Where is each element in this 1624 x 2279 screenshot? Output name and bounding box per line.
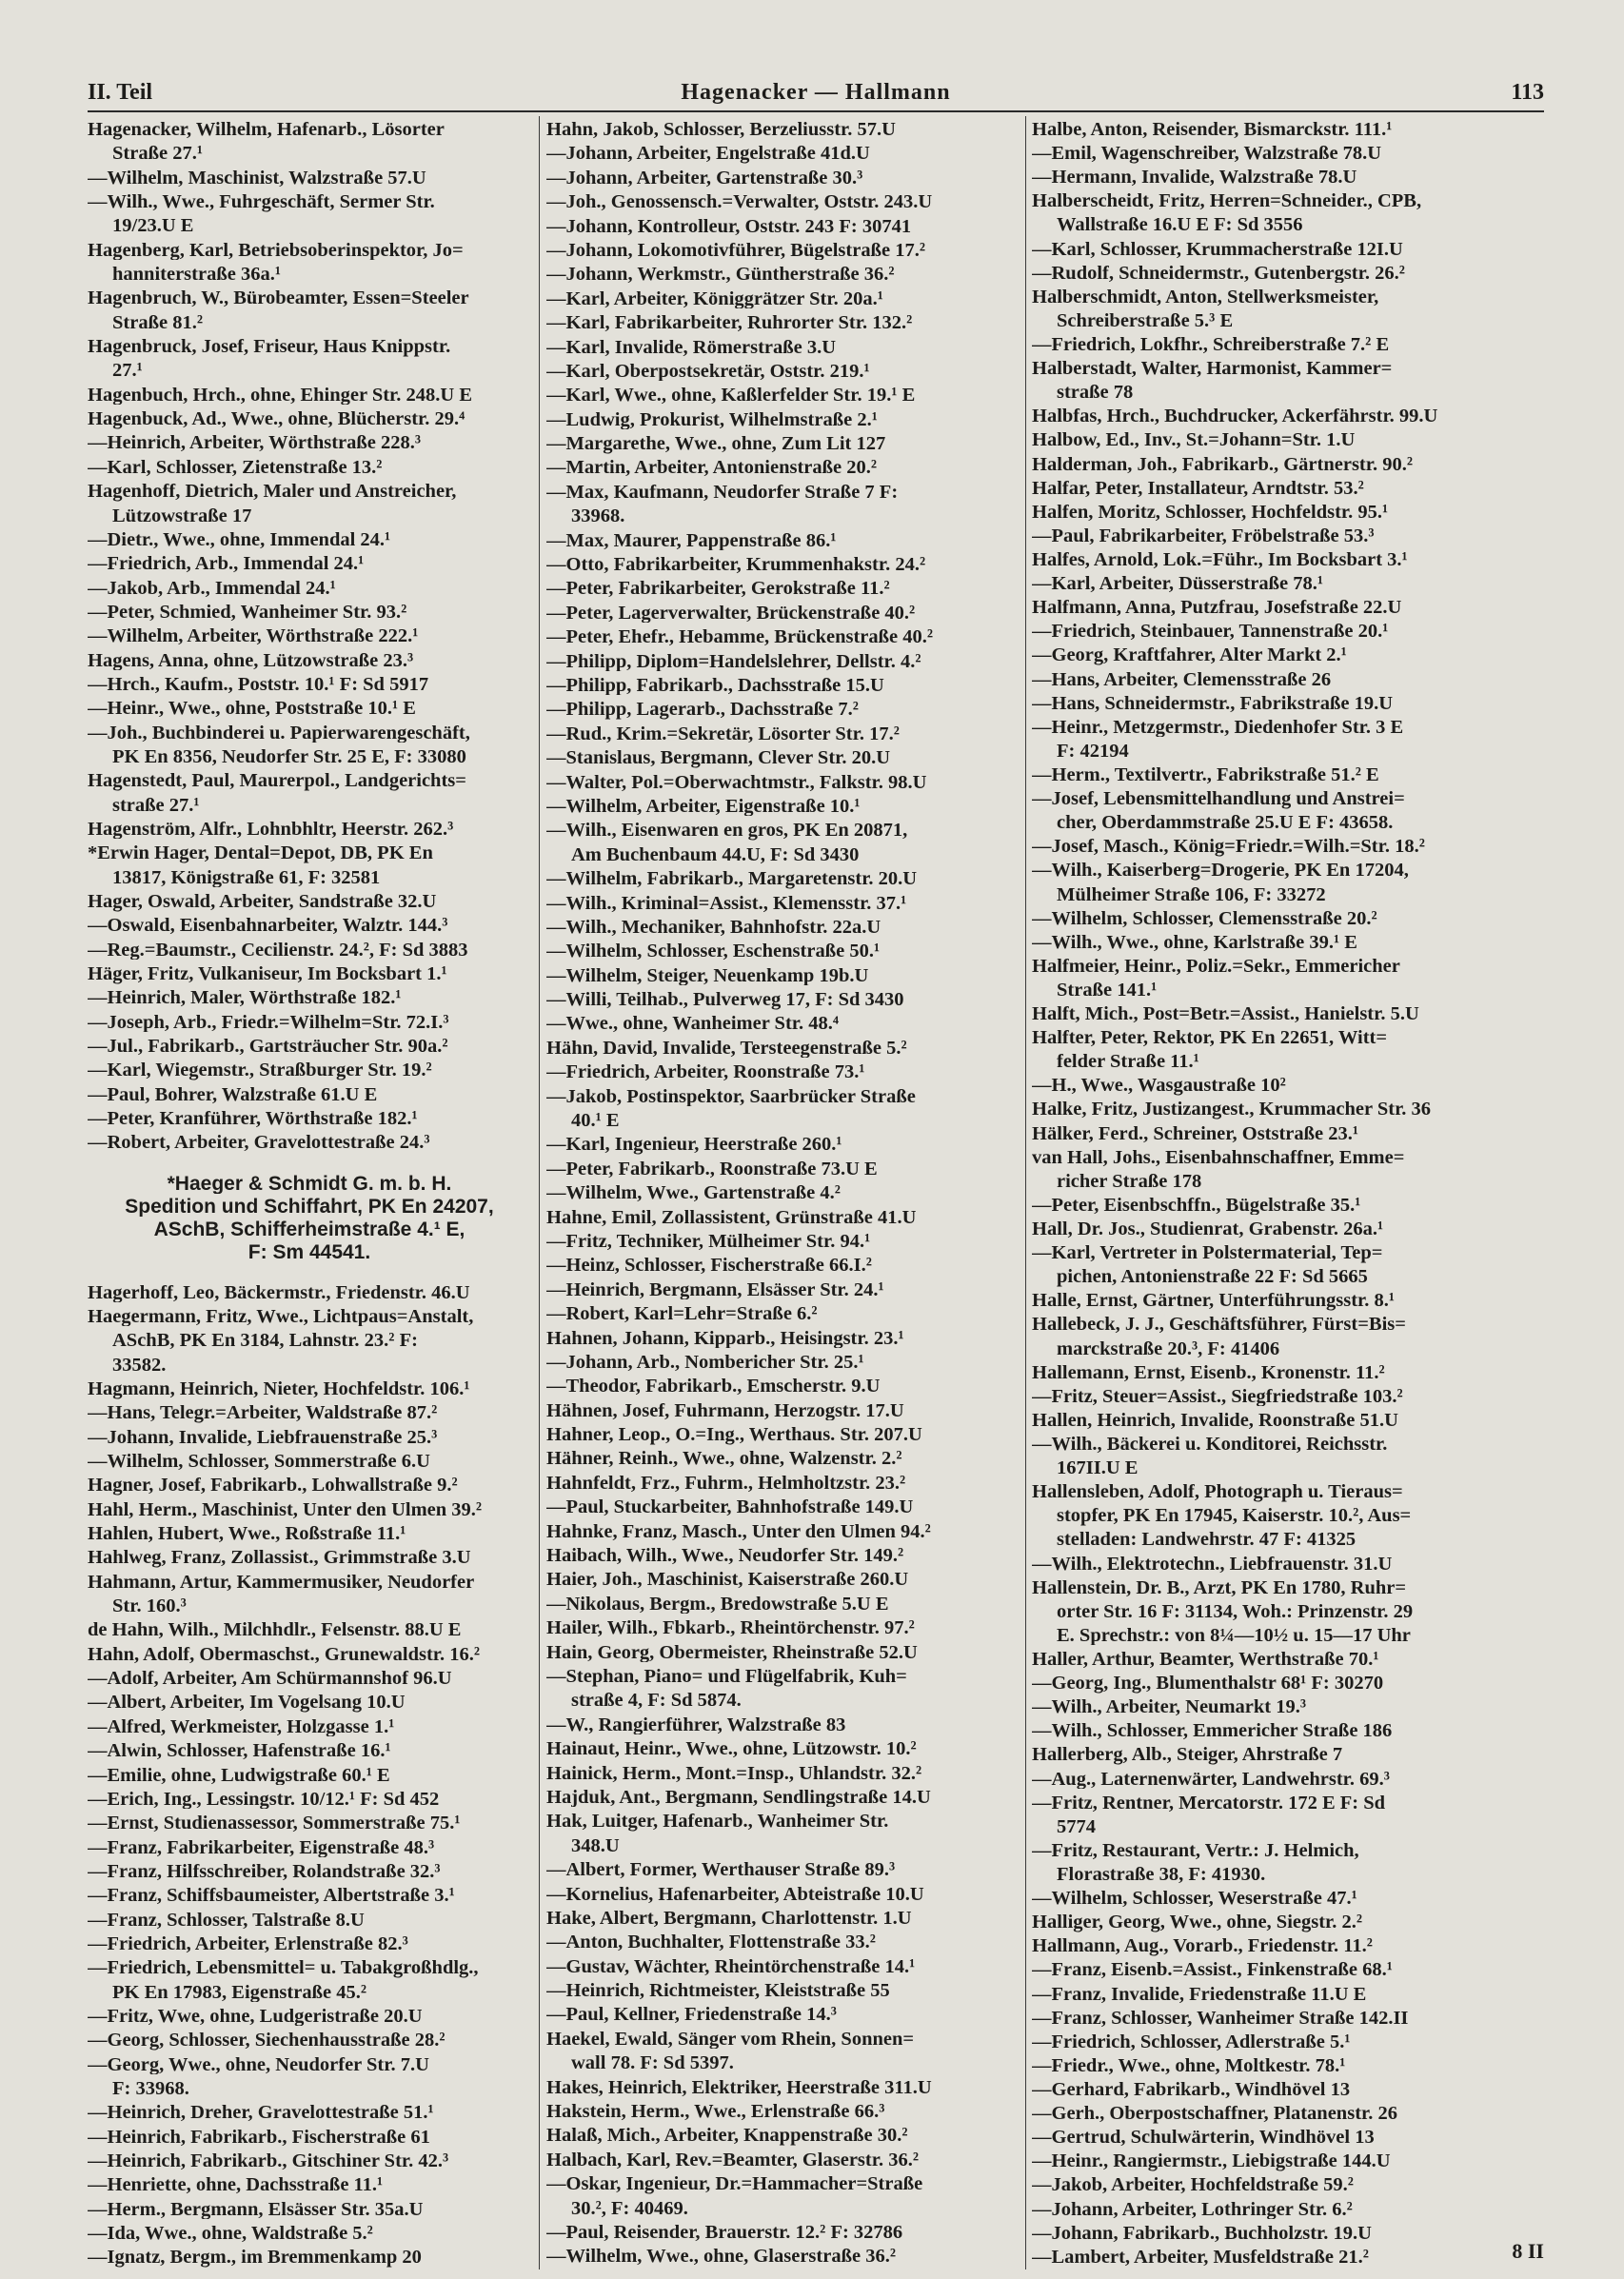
entry-line: —Reg.=Baumstr., Cecilienstr. 24.², F: Sd 3883 <box>88 940 468 961</box>
entry-line: Hallebeck, J. J., Geschäftsführer, Fürst=Bis= <box>1032 1315 1406 1335</box>
entry-line: —Karl, Schlosser, Krummacherstraße 12I.U <box>1032 239 1403 260</box>
entry-line: Hain, Georg, Obermeister, Rheinstraße 52.U <box>546 1642 918 1663</box>
entry-line: Halaß, Mich., Arbeiter, Knappenstraße 30.² <box>546 2126 908 2146</box>
entry-line: —Stephan, Piano= und Flügelfabrik, Kuh= <box>546 1667 907 1687</box>
entry-continuation-line: straße 27.¹ <box>112 795 200 816</box>
entry-line: —Wilh., Kaiserberg=Drogerie, PK En 17204, <box>1032 861 1409 881</box>
directory-column-3 <box>1032 120 1546 2268</box>
entry-continuation-line: felder Straße 11.¹ <box>1057 1052 1199 1072</box>
entry-line: —Joh., Genossensch.=Verwalter, Oststr. 243.U <box>546 192 933 212</box>
entry-line: —Peter, Fabrikarbeiter, Gerokstraße 11.² <box>546 579 890 599</box>
entry-line: Halberstadt, Walter, Harmonist, Kammer= <box>1032 359 1393 379</box>
entry-line: —Karl, Schlosser, Zietenstraße 13.² <box>88 457 383 478</box>
entry-line: —Otto, Fabrikarbeiter, Krummenhakstr. 24.² <box>546 555 926 575</box>
entry-line: —Peter, Ehefr., Hebamme, Brückenstraße 40.² <box>546 627 934 647</box>
entry-continuation-line: F: 42194 <box>1057 741 1129 762</box>
entry-continuation-line: 33968. <box>571 506 625 526</box>
entry-line: —Gerhard, Fabrikarb., Windhövel 13 <box>1032 2079 1351 2100</box>
entry-line: —Oskar, Ingenieur, Dr.=Hammacher=Straße <box>546 2174 923 2194</box>
entry-line: Hagenström, Alfr., Lohnbhltr, Heerstr. 262.³ <box>88 819 454 840</box>
page-number: 113 <box>1511 80 1544 105</box>
entry-line: —Franz, Fabrikarbeiter, Eigenstraße 48.³ <box>88 1837 435 1858</box>
entry-line: Hagenbruch, W., Bürobeamter, Essen=Steeler <box>88 288 469 308</box>
entry-continuation-line: 40.¹ E <box>571 1111 620 1131</box>
entry-line: —Willi, Teilhab., Pulverweg 17, F: Sd 3430 <box>546 990 904 1010</box>
entry-line: Halke, Fritz, Justizangest., Krummacher Str. 36 <box>1032 1100 1432 1120</box>
entry-line: Haibach, Wilh., Wwe., Neudorfer Str. 149.² <box>546 1546 904 1566</box>
entry-line: Hallerberg, Alb., Steiger, Ahrstraße 7 <box>1032 1745 1343 1765</box>
entry-continuation-line: stopfer, PK En 17945, Kaiserstr. 10.², Aus= <box>1057 1506 1412 1526</box>
entry-line: —Karl, Ingenieur, Heerstraße 260.¹ <box>546 1135 842 1155</box>
entry-line: —Heinrich, Fabrikarb., Fischerstraße 61 <box>88 2127 430 2148</box>
entry-line: —Fritz, Rentner, Mercatorstr. 172 E F: Sd <box>1032 1793 1386 1813</box>
entry-line: —Fritz, Wwe, ohne, Ludgeristraße 20.U <box>88 2006 423 2027</box>
entry-line: —Wilh., Wwe., ohne, Karlstraße 39.¹ E <box>1032 932 1357 953</box>
entry-line: Hahnen, Johann, Kipparb., Heisingstr. 23.¹ <box>546 1328 904 1349</box>
entry-line: —Max, Maurer, Pappenstraße 86.¹ <box>546 530 837 551</box>
directory-column-1 <box>88 120 531 2268</box>
entry-line: —Karl, Arbeiter, Düsserstraße 78.¹ <box>1032 574 1324 594</box>
entry-line: —Wilhelm, Schlosser, Sommerstraße 6.U <box>88 1452 430 1472</box>
entry-line: Hailer, Wilh., Fbkarb., Rheintörchenstr. 97.² <box>546 1618 915 1638</box>
entry-continuation-line: 13817, Königstraße 61, F: 32581 <box>112 867 381 888</box>
entry-line: —Emilie, ohne, Ludwigstraße 60.¹ E <box>88 1765 390 1785</box>
entry-continuation-line: 27.¹ <box>112 361 143 381</box>
entry-continuation-line: Schreiberstraße 5.³ E <box>1057 310 1234 331</box>
entry-line: —Wilh., Elektrotechn., Liebfrauenstr. 31.U <box>1032 1554 1393 1575</box>
entry-line: Hall, Dr. Jos., Studienrat, Grabenstr. 26a.¹ <box>1032 1219 1384 1239</box>
entry-line: Hakes, Heinrich, Elektriker, Heerstraße 311.U <box>546 2077 932 2098</box>
entry-line: —Johann, Werkmstr., Güntherstraße 36.² <box>546 265 895 285</box>
entry-line: Hahne, Emil, Zollassistent, Grünstraße 41.U <box>546 1207 917 1228</box>
entry-line: —Rud., Krim.=Sekretär, Lösorter Str. 17.² <box>546 723 900 744</box>
entry-line: —Wilhelm, Schlosser, Weserstraße 47.¹ <box>1032 1889 1357 1909</box>
entry-line: *Erwin Hager, Dental=Depot, DB, PK En <box>88 843 433 863</box>
entry-line: —Ida, Wwe., ohne, Waldstraße 5.² <box>88 2224 373 2244</box>
entry-line: —Johann, Lokomotivführer, Bügelstraße 17.² <box>546 240 925 261</box>
entry-line: —Kornelius, Hafenarbeiter, Abteistraße 10.U <box>546 1884 924 1905</box>
entry-line: —Friedrich, Lokfhr., Schreiberstraße 7.² E <box>1032 334 1390 355</box>
entry-line: Hainick, Herm., Mont.=Insp., Uhlandstr. 32.² <box>546 1763 922 1784</box>
entry-line: —Franz, Invalide, Friedenstraße 11.U E <box>1032 1984 1367 2005</box>
entry-line: Hahn, Adolf, Obermaschst., Grunewaldstr. 16.² <box>88 1644 481 1665</box>
entry-line: —Franz, Schiffsbaumeister, Albertstraße 3.¹ <box>88 1886 455 1906</box>
entry-continuation-line: 30.², F: 40469. <box>571 2198 688 2219</box>
entry-line: Halfmann, Anna, Putzfrau, Josefstraße 22.U <box>1032 598 1402 618</box>
entry-line: —Erich, Ing., Lessingstr. 10/12.¹ F: Sd 452 <box>88 1789 440 1810</box>
entry-continuation-line: PK En 17983, Eigenstraße 45.² <box>112 1982 366 2003</box>
entry-continuation-line: straße 4, F: Sd 5874. <box>571 1691 742 1711</box>
entry-line: —Albert, Former, Werthauser Straße 89.³ <box>546 1860 896 1880</box>
entry-line: —Paul, Bohrer, Walzstraße 61.U E <box>88 1084 378 1105</box>
entry-line: —Joh., Buchbinderei u. Papierwarengeschäft, <box>88 723 470 743</box>
entry-line: Halfter, Peter, Rektor, PK En 22651, Witt= <box>1032 1028 1388 1048</box>
entry-line: —Wilh., Mechaniker, Bahnhofstr. 22a.U <box>546 917 881 938</box>
column-divider <box>539 116 540 2269</box>
entry-line: —Albert, Arbeiter, Im Vogelsang 10.U <box>88 1693 406 1713</box>
entry-line: Hagenacker, Wilhelm, Hafenarb., Lösorter <box>88 120 445 140</box>
entry-line: Hahner, Leop., O.=Ing., Werthaus. Str. 207.U <box>546 1425 922 1445</box>
entry-line: Halbfas, Hrch., Buchdrucker, Ackerfährstr. 99.U <box>1032 406 1438 426</box>
entry-line: —Karl, Vertreter in Polstermaterial, Tep= <box>1032 1243 1383 1263</box>
entry-line: —Karl, Oberpostsekretär, Oststr. 219.¹ <box>546 361 870 382</box>
entry-line: Hagenstedt, Paul, Maurerpol., Landgerichts= <box>88 771 466 791</box>
entry-line: —Peter, Schmied, Wanheimer Str. 93.² <box>88 602 407 623</box>
entry-line: —Theodor, Fabrikarb., Emscherstr. 9.U <box>546 1377 881 1397</box>
entry-line: —Karl, Wiegemstr., Straßburger Str. 19.² <box>88 1060 432 1080</box>
page-header <box>88 78 1544 112</box>
entry-line: —Jakob, Arbeiter, Hochfeldstraße 59.² <box>1032 2175 1354 2195</box>
entry-line: —Ernst, Studienassessor, Sommerstraße 75.¹ <box>88 1813 461 1833</box>
entry-line: Hahl, Herm., Maschinist, Unter den Ulmen 39.² <box>88 1499 483 1520</box>
entry-line: —Anton, Buchhalter, Flottenstraße 33.² <box>546 1932 876 1952</box>
entry-line: —Robert, Karl=Lehr=Straße 6.² <box>546 1304 818 1324</box>
entry-line: —Heinrich, Dreher, Gravelottestraße 51.¹ <box>88 2103 434 2123</box>
entry-continuation-line: Straße 141.¹ <box>1057 980 1158 1001</box>
entry-line: de Hahn, Wilh., Milchhdlr., Felsenstr. 88.U E <box>88 1620 462 1640</box>
entry-line: —Emil, Wagenschreiber, Walzstraße 78.U <box>1032 144 1382 164</box>
entry-continuation-line: cher, Oberdammstraße 25.U E F: 43658. <box>1057 813 1394 833</box>
entry-line: Hähn, David, Invalide, Tersteegenstraße 5.² <box>546 1038 907 1059</box>
entry-line: —Johann, Arbeiter, Gartenstraße 30.³ <box>546 168 863 188</box>
entry-continuation-line: ASchB, Schifferheimstraße 4.¹ E, <box>153 1219 465 1239</box>
entry-line: —Johann, Arbeiter, Engelstraße 41d.U <box>546 144 870 164</box>
entry-line: —Philipp, Diplom=Handelslehrer, Dellstr. 4.² <box>546 651 921 672</box>
entry-line: —Rudolf, Schneidermstr., Gutenbergstr. 26.² <box>1032 263 1405 284</box>
entry-line: —Peter, Lagerverwalter, Brückenstraße 40.² <box>546 603 916 624</box>
entry-line: Hallenstein, Dr. B., Arzt, PK En 1780, Ruhr= <box>1032 1577 1407 1598</box>
entry-line: —Friedrich, Lebensmittel= u. Tabakgroßhdlg., <box>88 1958 479 1978</box>
entry-line: Hake, Albert, Bergmann, Charlottenstr. 1.U <box>546 1908 912 1929</box>
entry-continuation-line: Wallstraße 16.U E F: Sd 3556 <box>1057 215 1303 235</box>
entry-line: Hagenbuck, Ad., Wwe., ohne, Blücherstr. 29.⁴ <box>88 409 465 429</box>
entry-line: —Ludwig, Prokurist, Wilhelmstraße 2.¹ <box>546 409 878 430</box>
entry-line: —Karl, Invalide, Römerstraße 3.U <box>546 337 837 358</box>
entry-line: Hallensleben, Adolf, Photograph u. Tieraus= <box>1032 1482 1403 1502</box>
entry-line: —Hrch., Kaufm., Poststr. 10.¹ F: Sd 5917 <box>88 674 429 695</box>
entry-line: Haller, Arthur, Beamter, Werthstraße 70.¹ <box>1032 1650 1379 1670</box>
entry-line: —Herm., Bergmann, Elsässer Str. 35a.U <box>88 2199 424 2220</box>
entry-line: Hagenbuch, Hrch., ohne, Ehinger Str. 248.U E <box>88 385 472 406</box>
entry-line: Hahlweg, Franz, Zollassist., Grimmstraße 3.U <box>88 1548 471 1568</box>
entry-line: —Hermann, Invalide, Walzstraße 78.U <box>1032 168 1357 188</box>
entry-line: —Alwin, Schlosser, Hafenstraße 16.¹ <box>88 1741 391 1761</box>
entry-line: —Wilhelm, Arbeiter, Wörthstraße 222.¹ <box>88 626 419 646</box>
entry-line: —Heinr., Rangiermstr., Liebigstraße 144.U <box>1032 2151 1391 2171</box>
entry-line: —Heinrich, Bergmann, Elsässer Str. 24.¹ <box>546 1279 884 1300</box>
entry-line: —Robert, Arbeiter, Gravelottestraße 24.³ <box>88 1133 430 1153</box>
entry-line: —Josef, Lebensmittelhandlung und Anstrei= <box>1032 789 1405 809</box>
entry-line: Hainaut, Heinr., Wwe., ohne, Lützowstr. 10.² <box>546 1739 917 1759</box>
entry-line: —Wilhelm, Wwe., ohne, Glaserstraße 36.² <box>546 2247 896 2267</box>
entry-line: —Wilh., Wwe., Fuhrgeschäft, Sermer Str. <box>88 192 435 212</box>
entry-continuation-line: Straße 81.² <box>112 312 203 333</box>
entry-continuation-line: F: Sm 44541. <box>248 1241 371 1262</box>
entry-line: —Heinrich, Maler, Wörthstraße 182.¹ <box>88 988 402 1008</box>
entry-line: Hager, Oswald, Arbeiter, Sandstraße 32.U <box>88 892 437 912</box>
entry-line: —Henriette, ohne, Dachsstraße 11.¹ <box>88 2175 384 2195</box>
entry-line: —Max, Kaufmann, Neudorfer Straße 7 F: <box>546 482 899 503</box>
entry-line: Halft, Mich., Post=Betr.=Assist., Hanielstr. 5.U <box>1032 1004 1419 1024</box>
entry-line: —Ignatz, Bergm., im Bremmenkamp 20 <box>88 2248 422 2268</box>
entry-line: —Fritz, Steuer=Assist., Siegfriedstraße 103.² <box>1032 1386 1403 1407</box>
directory-column-2 <box>546 120 1019 2268</box>
entry-line: Hagmann, Heinrich, Nieter, Hochfeldstr. 106.¹ <box>88 1379 470 1399</box>
entry-line: —Hans, Arbeiter, Clemensstraße 26 <box>1032 669 1332 690</box>
entry-line: —Fritz, Restaurant, Vertr.: J. Helmich, <box>1032 1840 1359 1861</box>
entry-line: —Friedr., Wwe., ohne, Moltkestr. 78.¹ <box>1032 2055 1346 2076</box>
entry-line: —Martin, Arbeiter, Antonienstraße 20.² <box>546 458 878 478</box>
entry-line: —Wilh., Kriminal=Assist., Klemensstr. 37.¹ <box>546 893 907 913</box>
entry-line: —Heinrich, Fabrikarb., Gitschiner Str. 42.³ <box>88 2151 449 2171</box>
entry-line: —Alfred, Werkmeister, Holzgasse 1.¹ <box>88 1716 395 1737</box>
entry-line: Halbow, Ed., Inv., St.=Johann=Str. 1.U <box>1032 430 1356 450</box>
entry-continuation-line: Am Buchenbaum 44.U, F: Sd 3430 <box>571 844 860 865</box>
entry-line: —Wilh., Arbeiter, Neumarkt 19.³ <box>1032 1697 1307 1717</box>
entry-line: —Heinrich, Richtmeister, Kleiststraße 55 <box>546 1981 890 2001</box>
entry-continuation-line: stelladen: Landwehrstr. 47 F: 41325 <box>1057 1530 1357 1550</box>
entry-line: Hagens, Anna, ohne, Lützowstraße 23.³ <box>88 650 414 671</box>
entry-continuation-line: Straße 27.¹ <box>112 144 203 164</box>
entry-line: —Karl, Wwe., ohne, Kaßlerfelder Str. 19.¹ E <box>546 386 916 406</box>
entry-line: —Fritz, Techniker, Mülheimer Str. 94.¹ <box>546 1231 871 1252</box>
entry-line: Halbach, Karl, Rev.=Beamter, Glaserstr. 36.² <box>546 2150 919 2170</box>
entry-continuation-line: Florastraße 38, F: 41930. <box>1057 1864 1266 1885</box>
entry-line: —Wilhelm, Maschinist, Walzstraße 57.U <box>88 168 426 188</box>
entry-line: Hagenberg, Karl, Betriebsoberinspektor, Jo= <box>88 240 464 261</box>
entry-continuation-line: 19/23.U E <box>112 216 194 236</box>
entry-line: Hak, Luitger, Hafenarb., Wanheimer Str. <box>546 1812 889 1832</box>
entry-line: —Franz, Schlosser, Wanheimer Straße 142.II <box>1032 2008 1409 2029</box>
entry-line: Hahnke, Franz, Masch., Unter den Ulmen 94.² <box>546 1521 931 1542</box>
section-label: II. Teil <box>88 80 153 105</box>
entry-line: Haier, Joh., Maschinist, Kaiserstraße 260.U <box>546 1570 909 1590</box>
entry-line: —Gustav, Wächter, Rheintörchenstraße 14.¹ <box>546 1956 916 1977</box>
entry-continuation-line: 5774 <box>1057 1816 1096 1837</box>
entry-line: —Peter, Kranführer, Wörthstraße 182.¹ <box>88 1109 418 1129</box>
entry-line: —Johann, Arb., Nombericher Str. 25.¹ <box>546 1352 864 1373</box>
entry-line: Halbe, Anton, Reisender, Bismarckstr. 111.¹ <box>1032 120 1393 140</box>
entry-continuation-line: PK En 8356, Neudorfer Str. 25 E, F: 33080 <box>112 746 466 767</box>
entry-line: —Josef, Masch., König=Friedr.=Wilh.=Str. 18.² <box>1032 837 1425 857</box>
entry-line: —Karl, Arbeiter, Königgrätzer Str. 20a.¹ <box>546 288 883 309</box>
entry-continuation-line: Spedition und Schiffahrt, PK En 24207, <box>125 1196 494 1217</box>
entry-line: Halfmeier, Heinr., Poliz.=Sekr., Emmericher <box>1032 956 1400 977</box>
entry-line: Hagerhoff, Leo, Bäckermstr., Friedenstr. 46.U <box>88 1282 470 1303</box>
entry-line: —Wilhelm, Schlosser, Clemensstraße 20.² <box>1032 908 1377 929</box>
entry-line: —Stanislaus, Bergmann, Clever Str. 20.U <box>546 748 891 768</box>
entry-continuation-line: orter Str. 16 F: 31134, Woh.: Prinzenstr. 29 <box>1057 1601 1414 1622</box>
entry-line: —Franz, Schlosser, Talstraße 8.U <box>88 1910 365 1931</box>
entry-line: Haegermann, Fritz, Wwe., Lichtpaus=Anstalt, <box>88 1306 474 1327</box>
entry-line: —Adolf, Arbeiter, Am Schürmannshof 96.U <box>88 1669 452 1689</box>
entry-line: —Walter, Pol.=Oberwachtmstr., Falkstr. 98.U <box>546 772 927 793</box>
entry-line: —Wilhelm, Steiger, Neuenkamp 19b.U <box>546 965 869 986</box>
entry-line: Hähner, Reinh., Wwe., ohne, Walzenstr. 2.² <box>546 1449 902 1469</box>
entry-continuation-line: ASchB, PK En 3184, Lahnstr. 23.² F: <box>112 1331 418 1351</box>
entry-line: Hahlen, Hubert, Wwe., Roßstraße 11.¹ <box>88 1524 406 1544</box>
entry-continuation-line: hanniterstraße 36a.¹ <box>112 265 281 285</box>
entry-line: Häger, Fritz, Vulkaniseur, Im Bocksbart 1.¹ <box>88 964 447 984</box>
sheet-signature: 8 II <box>1512 2239 1544 2263</box>
entry-line: —Johann, Fabrikarb., Buchholzstr. 19.U <box>1032 2223 1372 2244</box>
entry-line: —Friedrich, Arb., Immendal 24.¹ <box>88 554 365 574</box>
entry-continuation-line: 167II.U E <box>1057 1458 1139 1478</box>
entry-line: —Gertrud, Schulwärterin, Windhövel 13 <box>1032 2128 1375 2148</box>
entry-line: —Friedrich, Schlosser, Adlerstraße 5.¹ <box>1032 2031 1351 2052</box>
entry-line: —Georg, Kraftfahrer, Alter Markt 2.¹ <box>1032 645 1347 665</box>
entry-line: —Herm., Textilvertr., Fabrikstraße 51.² E <box>1032 764 1379 785</box>
entry-continuation-line: 33582. <box>112 1355 167 1376</box>
entry-line: —Hans, Telegr.=Arbeiter, Waldstraße 87.² <box>88 1403 438 1423</box>
entry-line: —Paul, Fabrikarbeiter, Fröbelstraße 53.³ <box>1032 525 1375 546</box>
entry-continuation-line: Mülheimer Straße 106, F: 33272 <box>1057 884 1326 904</box>
entry-line: —Friedrich, Arbeiter, Erlenstraße 82.³ <box>88 1933 408 1954</box>
entry-line: —Heinz, Schlosser, Fischerstraße 66.I.² <box>546 1256 872 1276</box>
entry-line: —Joseph, Arb., Friedr.=Wilhelm=Str. 72.I.³ <box>88 1012 449 1033</box>
entry-line: —W., Rangierführer, Walzstraße 83 <box>546 1714 846 1735</box>
entry-line: —Wilhelm, Schlosser, Eschenstraße 50.¹ <box>546 941 881 961</box>
entry-line: —Wilhelm, Fabrikarb., Margaretenstr. 20.U <box>546 869 918 889</box>
entry-line: —Lambert, Arbeiter, Musfeldstraße 21.² <box>1032 2247 1369 2268</box>
entry-line: van Hall, Johs., Eisenbahnschaffner, Emme= <box>1032 1147 1405 1168</box>
entry-line: *Haeger & Schmidt G. m. b. H. <box>167 1173 452 1194</box>
entry-line: —Heinrich, Arbeiter, Wörthstraße 228.³ <box>88 433 422 453</box>
entry-line: —Wilh., Schlosser, Emmericher Straße 186 <box>1032 1721 1393 1741</box>
entry-line: Hahnfeldt, Frz., Fuhrm., Helmholtzstr. 23.² <box>546 1473 906 1494</box>
entry-line: Hakstein, Herm., Wwe., Erlenstraße 66.³ <box>546 2102 885 2122</box>
entry-line: —Paul, Stuckarbeiter, Bahnhofstraße 149.U <box>546 1497 914 1517</box>
entry-continuation-line: wall 78. F: Sd 5397. <box>571 2053 734 2073</box>
entry-line: —Philipp, Lagerarb., Dachsstraße 7.² <box>546 700 859 720</box>
entry-continuation-line: 348.U <box>571 1835 620 1856</box>
entry-line: —Johann, Arbeiter, Lothringer Str. 6.² <box>1032 2199 1353 2220</box>
entry-line: Haekel, Ewald, Sänger vom Rhein, Sonnen= <box>546 2029 915 2050</box>
advertisement-notice <box>88 1158 531 1278</box>
entry-line: Halberscheidt, Fritz, Herren=Schneider., CPB, <box>1032 191 1422 211</box>
entry-line: Halfen, Moritz, Schlosser, Hochfeldstr. 95.¹ <box>1032 502 1389 523</box>
entry-line: —Gerh., Oberpostschaffner, Platanenstr. 26 <box>1032 2104 1397 2124</box>
entry-line: Halle, Ernst, Gärtner, Unterführungsstr. 8.¹ <box>1032 1291 1396 1311</box>
entry-line: —Franz, Eisenb.=Assist., Finkenstraße 68.¹ <box>1032 1960 1393 1980</box>
entry-line: —Heinr., Wwe., ohne, Poststraße 10.¹ E <box>88 699 416 719</box>
entry-line: —Wilhelm, Wwe., Gartenstraße 4.² <box>546 1183 841 1203</box>
entry-line: Hahn, Jakob, Schlosser, Berzeliusstr. 57.U <box>546 120 896 140</box>
entry-line: —Peter, Fabrikarb., Roonstraße 73.U E <box>546 1159 878 1179</box>
entry-line: —H., Wwe., Wasgaustraße 10² <box>1032 1076 1286 1096</box>
entry-line: —Karl, Fabrikarbeiter, Ruhrorter Str. 132.² <box>546 313 913 333</box>
column-divider <box>1025 116 1026 2269</box>
entry-continuation-line: Lützowstraße 17 <box>112 505 252 525</box>
entry-line: Hallemann, Ernst, Eisenb., Kronenstr. 11.² <box>1032 1362 1385 1383</box>
entry-line: —Jakob, Arb., Immendal 24.¹ <box>88 578 336 599</box>
entry-line: —Paul, Reisender, Brauerstr. 12.² F: 32786 <box>546 2222 903 2243</box>
entry-line: Halberschmidt, Anton, Stellwerksmeister, <box>1032 287 1379 307</box>
entry-continuation-line: straße 78 <box>1057 383 1134 403</box>
entry-line: —Friedrich, Arbeiter, Roonstraße 73.¹ <box>546 1062 865 1082</box>
entry-line: —Jul., Fabrikarb., Gartsträucher Str. 90a.² <box>88 1037 448 1057</box>
entry-line: —Wilhelm, Arbeiter, Eigenstraße 10.¹ <box>546 796 861 817</box>
entry-line: Hälker, Ferd., Schreiner, Oststraße 23.¹ <box>1032 1123 1359 1144</box>
entry-continuation-line: pichen, Antonienstraße 22 F: Sd 5665 <box>1057 1267 1368 1287</box>
entry-line: —Johann, Kontrolleur, Oststr. 243 F: 30741 <box>546 216 912 237</box>
entry-continuation-line: E. Sprechstr.: von 8¼—10½ u. 15—17 Uhr <box>1057 1625 1411 1646</box>
entry-line: —Peter, Eisenbschffn., Bügelstraße 35.¹ <box>1032 1195 1361 1216</box>
entry-line: —Jakob, Postinspektor, Saarbrücker Straße <box>546 1086 916 1107</box>
entry-line: —Wwe., ohne, Wanheimer Str. 48.⁴ <box>546 1014 840 1034</box>
entry-line: Hagner, Josef, Fabrikarb., Lohwallstraße 9.² <box>88 1476 458 1496</box>
entry-line: Hagenhoff, Dietrich, Maler und Anstreicher, <box>88 482 457 502</box>
entry-line: —Johann, Invalide, Liebfrauenstraße 25.³ <box>88 1427 438 1448</box>
entry-line: —Georg, Schlosser, Siechenhausstraße 28.² <box>88 2031 446 2051</box>
entry-line: —Nikolaus, Bergm., Bredowstraße 5.U E <box>546 1594 889 1615</box>
entry-line: Halfes, Arnold, Lok.=Führ., Im Bocksbart 3.¹ <box>1032 549 1408 570</box>
entry-line: Hajduk, Ant., Bergmann, Sendlingstraße 14.U <box>546 1787 931 1808</box>
entry-line: —Margarethe, Wwe., ohne, Zum Lit 127 <box>546 434 886 454</box>
entry-line: —Franz, Hilfsschreiber, Rolandstraße 32.³ <box>88 1861 441 1882</box>
entry-continuation-line: F: 33968. <box>112 2078 189 2099</box>
entry-line: Hagenbruck, Josef, Friseur, Haus Knippstr. <box>88 337 451 357</box>
entry-line: —Heinr., Metzgermstr., Diedenhofer Str. 3 E <box>1032 717 1404 738</box>
entry-line: —Philipp, Fabrikarb., Dachsstraße 15.U <box>546 675 884 696</box>
entry-line: —Dietr., Wwe., ohne, Immendal 24.¹ <box>88 529 391 550</box>
entry-line: Halderman, Joh., Fabrikarb., Gärtnerstr. 90.² <box>1032 454 1414 475</box>
entry-continuation-line: marckstraße 20.³, F: 41406 <box>1057 1338 1280 1359</box>
entry-line: —Wilh., Bäckerei u. Konditorei, Reichsstr. <box>1032 1435 1388 1455</box>
entry-line: —Paul, Kellner, Friedenstraße 14.³ <box>546 2005 837 2025</box>
entry-line: Hähnen, Josef, Fuhrmann, Herzogstr. 17.U <box>546 1400 904 1421</box>
entry-line: —Friedrich, Steinbauer, Tannenstraße 20.¹ <box>1032 622 1389 642</box>
entry-line: —Aug., Laternenwärter, Landwehrstr. 69.³ <box>1032 1769 1390 1790</box>
entry-line: Halfar, Peter, Installateur, Arndtstr. 53.² <box>1032 478 1364 499</box>
entry-line: —Hans, Schneidermstr., Fabrikstraße 19.U <box>1032 693 1394 714</box>
entry-line: Hallmann, Aug., Vorarb., Friedenstr. 11.² <box>1032 1936 1373 1956</box>
entry-line: Halliger, Georg, Wwe., ohne, Siegstr. 2.² <box>1032 1912 1363 1932</box>
entry-continuation-line: Str. 160.³ <box>112 1596 187 1616</box>
entry-line: —Georg, Wwe., ohne, Neudorfer Str. 7.U <box>88 2054 429 2075</box>
entry-line: Hahmann, Artur, Kammermusiker, Neudorfer <box>88 1572 475 1593</box>
entry-line: —Oswald, Eisenbahnarbeiter, Walztr. 144.³ <box>88 916 448 936</box>
entry-continuation-line: richer Straße 178 <box>1057 1171 1202 1192</box>
entry-line: Hallen, Heinrich, Invalide, Roonstraße 51.U <box>1032 1410 1398 1431</box>
entry-line: —Wilh., Eisenwaren en gros, PK En 20871, <box>546 821 908 841</box>
page-title: Hagenacker — Hallmann <box>681 80 951 105</box>
entry-line: —Georg, Ing., Blumenthalstr 68¹ F: 30270 <box>1032 1674 1384 1694</box>
